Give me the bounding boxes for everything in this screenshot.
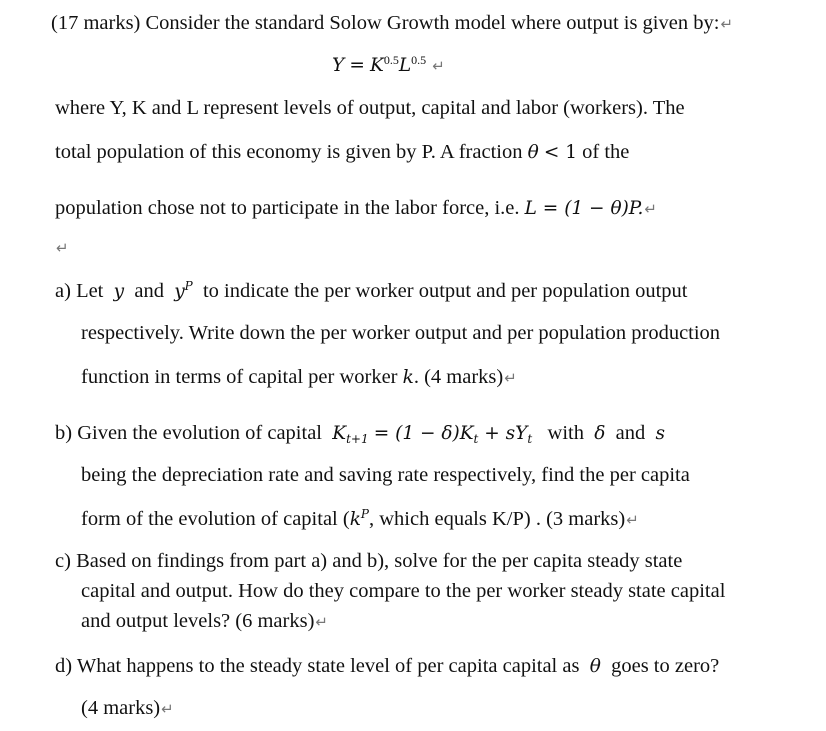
part-a: a) Let y and $y^P$ to indicate the per worker output and per population output bbox=[55, 279, 688, 302]
return-mark-icon: ↵ bbox=[626, 511, 639, 529]
return-mark-icon: ↵ bbox=[644, 200, 657, 218]
paragraph-line: respectively. Write down the per worker output and per population production bbox=[81, 322, 721, 344]
paragraph-line: where Y, K and L represent levels of output, capital and labor (workers). The bbox=[55, 97, 685, 119]
production-function-equation: $Y = K^{0.5}L^{0.5}$ ↵ bbox=[332, 53, 445, 76]
paragraph-line: capital and output. How do they compare to the per worker steady state capital bbox=[81, 580, 726, 602]
paragraph-line: population chose not to participate in the labor force, i.e. L = (1 − θ)P.↵ bbox=[55, 197, 657, 219]
part-label: d) bbox=[55, 655, 73, 677]
return-mark-icon: ↵ bbox=[720, 15, 734, 33]
part-label: a) bbox=[55, 280, 71, 302]
part-label: b) bbox=[55, 422, 73, 444]
empty-paragraph bbox=[55, 234, 69, 261]
paragraph-line: total population of this economy is given by P. A fraction θ < 1 of the bbox=[55, 141, 630, 163]
question-header: (17 marks) Consider the standard Solow Growth model where output is given by:↵ bbox=[51, 12, 734, 34]
return-mark-icon: ↵ bbox=[161, 700, 174, 718]
paragraph-line: form of the evolution of capital ($k^P$, which equals K/P) . (3 marks)↵ bbox=[81, 507, 639, 530]
part-label: c) bbox=[55, 550, 71, 572]
paragraph-line: function in terms of capital per worker k. (4 marks)↵ bbox=[81, 366, 517, 388]
paragraph-line: being the depreciation rate and saving rate respectively, find the per capita bbox=[81, 464, 690, 486]
return-mark-icon: ↵ bbox=[315, 613, 328, 631]
part-d: d) What happens to the steady state level of per capita capital as θ goes to zero? bbox=[55, 655, 720, 677]
return-mark-icon: ↵ bbox=[432, 57, 445, 75]
return-mark-icon: ↵ bbox=[504, 369, 517, 387]
part-c: c) Based on findings from part a) and b), solve for the per capita steady state bbox=[55, 550, 683, 572]
part-b: b) Given the evolution of capital $K_{t+1} = (1 - \delta)K_t + sY_t$ with δ and s bbox=[55, 422, 665, 446]
paragraph-line: (4 marks)↵ bbox=[81, 697, 174, 719]
return-mark-icon: ↵ bbox=[56, 239, 69, 257]
paragraph-line: and output levels? (6 marks)↵ bbox=[81, 610, 328, 632]
